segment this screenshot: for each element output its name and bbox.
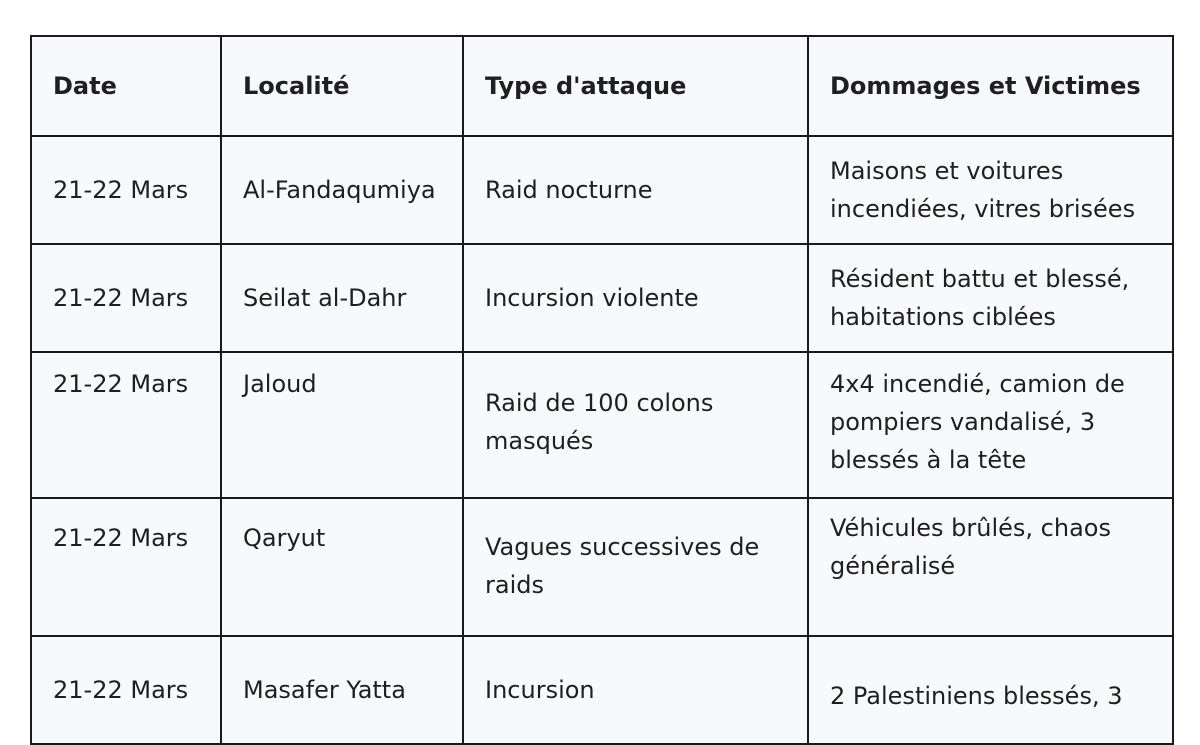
cell-damages: 4x4 incendié, camion de pompiers vandalisé, 3 blessés à la tête [808, 352, 1173, 498]
cell-locality: Seilat al-Dahr [221, 244, 463, 352]
cell-attack-type: Incursion [463, 636, 808, 744]
cell-attack-type: Incursion violente [463, 244, 808, 352]
cell-locality: Jaloud [221, 352, 463, 498]
table-row [31, 244, 1173, 352]
cell-date: 21-22 Mars [31, 498, 221, 636]
table-row [31, 636, 1173, 744]
header-locality: Localité [221, 36, 463, 136]
attacks-table [30, 35, 1174, 745]
table-row [31, 352, 1173, 498]
table-row [31, 498, 1173, 636]
header-attack-type: Type d'attaque [463, 36, 808, 136]
cell-damages: Véhicules brûlés, chaos généralisé [808, 498, 1173, 636]
cell-damages: 2 Palestiniens blessés, 3 [808, 636, 1173, 744]
cell-attack-type: Raid de 100 colons masqués [463, 352, 808, 498]
cell-attack-type: Vagues successives de raids [463, 498, 808, 636]
cell-locality: Al-Fandaqumiya [221, 136, 463, 244]
table-row [31, 136, 1173, 244]
table-body [31, 136, 1173, 744]
cell-date: 21-22 Mars [31, 352, 221, 498]
table-header [31, 36, 1173, 136]
cell-locality: Qaryut [221, 498, 463, 636]
cell-date: 21-22 Mars [31, 244, 221, 352]
cell-date: 21-22 Mars [31, 136, 221, 244]
header-damages: Dommages et Victimes [808, 36, 1173, 136]
header-date: Date [31, 36, 221, 136]
cell-date: 21-22 Mars [31, 636, 221, 744]
cell-attack-type: Raid nocturne [463, 136, 808, 244]
cell-damages: Résident battu et blessé, habitations ciblées [808, 244, 1173, 352]
cell-damages: Maisons et voitures incendiées, vitres brisées [808, 136, 1173, 244]
cell-locality: Masafer Yatta [221, 636, 463, 744]
header-row [31, 36, 1173, 136]
